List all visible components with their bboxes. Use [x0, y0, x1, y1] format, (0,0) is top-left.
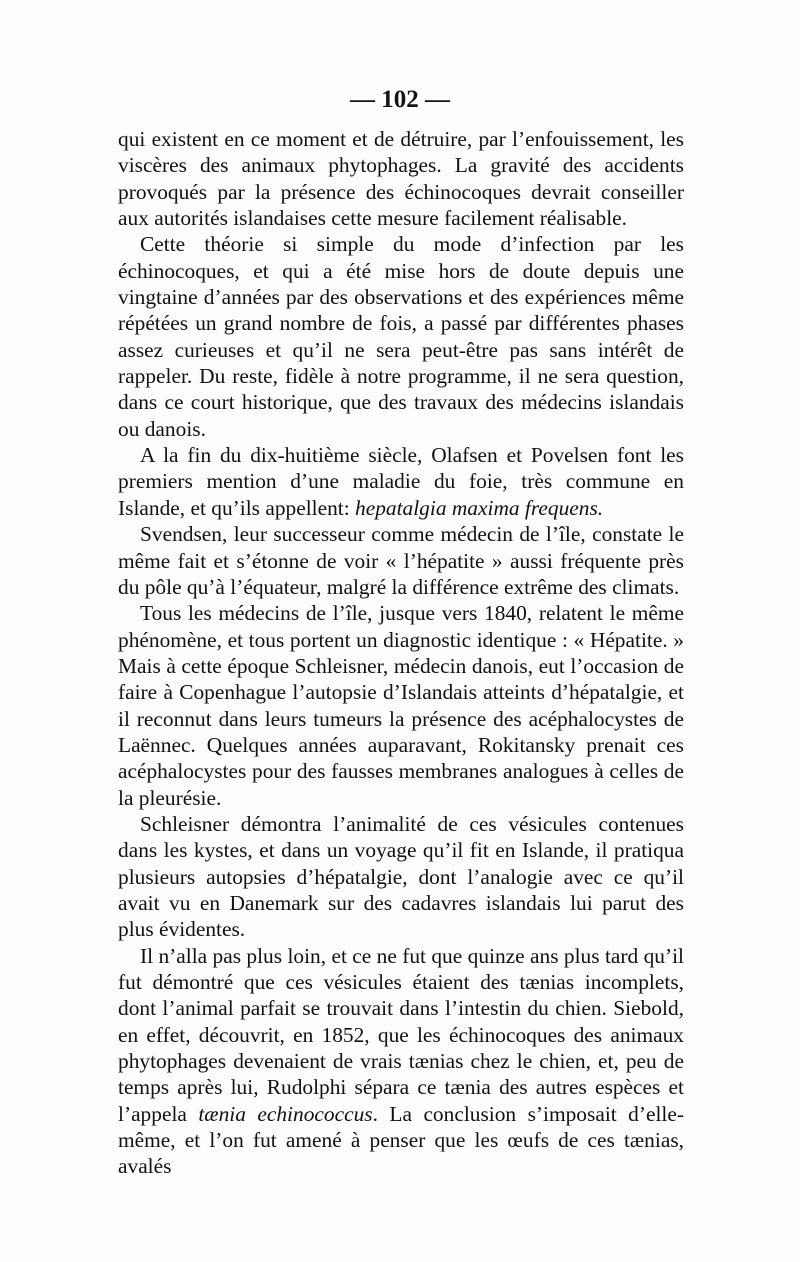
paragraph-text: Schleisner démontra l’animalité de ces vésicules contenues dans les kystes, et dans un voyage qu’il fit en Islande, il pratiqua plusieurs autopsies d’hépatalgie, dont l’analogie avec ce qu’il avait vu en Danemark sur des cadavres islandais lui parut des plus évidentes. [118, 811, 684, 942]
paragraph-text: qui existent en ce moment et de détruire, par l’enfouissement, les viscères des animaux phytophages. La gravité des accidents provoqués par la présence des échinocoques devrait conseiller aux autorités islandaises cette mesure facilement réalisable. [118, 127, 684, 231]
paragraph-7 [118, 943, 684, 1180]
paragraph-text: Il n’alla pas plus loin, et ce ne fut que quinze ans plus tard qu’il fut démontré que ces vésicules étaient des tænias incomplets, dont l’animal parfait se trouvait dans l’intestin du chien. Siebold, en effet, découvrit, en 1852, que les échinocoques des animaux phytophages devenaient de vrais tænias chez le chien, et, peu de temps après lui, Rudolphi sépara ce tænia des autres espèces et l’appela [118, 943, 684, 1126]
paragraph-text: . La conclusion s’imposait d’elle-même, et l’on fut amené à penser que les œufs de ces tænias, avalés [118, 1101, 684, 1179]
paragraph-text: Cette théorie si simple du mode d’infection par les échinocoques, et qui a été mise hors de doute depuis une vingtaine d’années par des observations et des expériences même répétées un grand nombre de fois, a passé par différentes phases assez curieuses et qu’il ne sera peut-être pas sans intérêt de rappeler. Du reste, fidèle à notre programme, il ne sera question, dans ce court historique, que des travaux des médecins islandais ou danois. [118, 232, 684, 441]
paragraph-4 [118, 521, 684, 600]
paragraph-text: Tous les médecins de l’île, jusque vers 1840, relatent le même phénomène, et tous portent un diagnostic identique : « Hépatite. » Mais à cette époque Schleisner, médecin danois, eut l’occasion de faire à Copenhague l’autopsie d’Islandais atteints d’hépatalgie, et il reconnut dans leurs tumeurs la présence des acéphalocystes de Laënnec. Quelques années auparavant, Rokitansky prenait ces acéphalocystes pour des fausses membranes analogues à celles de la pleurésie. [118, 601, 684, 810]
page-number: — 102 — [350, 86, 450, 113]
latin-term: hepatalgia maxima frequens. [355, 495, 604, 520]
body-text [118, 126, 684, 1180]
paragraph-5 [118, 600, 684, 811]
paragraph-3 [118, 442, 684, 521]
paragraph-6 [118, 811, 684, 943]
paragraph-2 [118, 231, 684, 442]
paragraph-1 [118, 126, 684, 231]
paragraph-text: Svendsen, leur successeur comme médecin de l’île, constate le même fait et s’étonne de voir « l’hépatite » aussi fréquente près du pôle qu’à l’équateur, malgré la différence extrême des climats. [118, 522, 684, 599]
latin-term: tænia echinococcus [198, 1101, 373, 1126]
paragraph-text: A la fin du dix-huitième siècle, Olafsen et Povelsen font les premiers mention d’une maladie du foie, très commune en Islande, et qu’ils appellent: [118, 443, 684, 520]
